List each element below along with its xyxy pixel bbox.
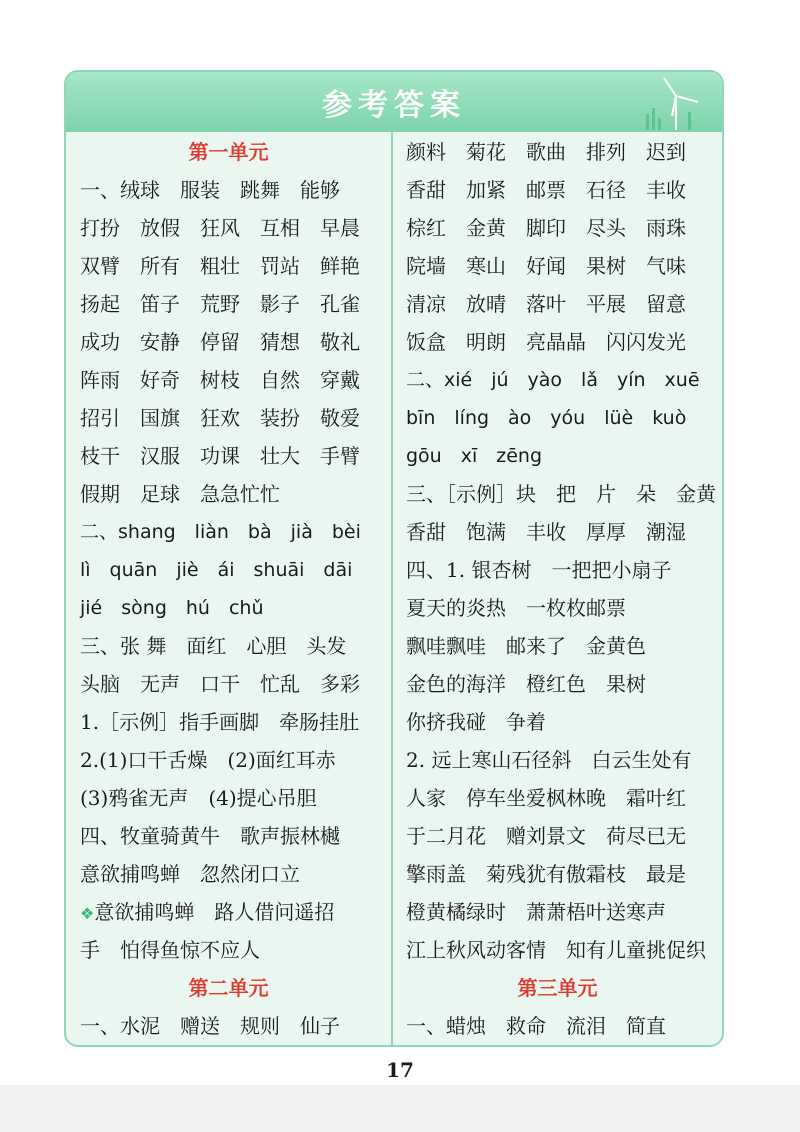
pinyin-line: 二、shang liàn bà jià bèi	[80, 521, 361, 543]
pinyin-line: gōu xī zēng	[406, 445, 543, 467]
right-column	[393, 132, 722, 1045]
answer-line: 院墙 寒山 好闻 果树 气味	[406, 254, 686, 278]
answer-line: 招引 国旗 狂欢 装扮 敬爱	[80, 406, 360, 430]
answer-line: 人家 停车坐爱枫林晚 霜叶红	[406, 786, 686, 810]
answer-line: 清凉 放晴 落叶 平展 留意	[406, 292, 686, 316]
answer-line: 1.［示例］指手画脚 牵肠挂肚	[80, 710, 360, 734]
page-number: 17	[386, 1058, 414, 1082]
answer-line: 江上秋风动客情 知有儿童挑促织	[406, 938, 706, 962]
answer-line: 2. 远上寒山石径斜 白云生处有	[406, 748, 692, 772]
answer-line: 头脑 无声 口干 忙乱 多彩	[80, 672, 360, 696]
answer-line: 金色的海洋 橙红色 果树	[406, 672, 646, 696]
answer-line: 2.(1)口干舌燥 (2)面红耳赤	[80, 748, 336, 772]
unit-title: 第二单元	[188, 976, 269, 1000]
unit-title: 第一单元	[188, 140, 269, 164]
footer-bar	[0, 1085, 800, 1132]
answer-line: 三、［示例］块 把 片 朵 金黄	[406, 482, 716, 506]
answer-line: 一、蜡烛 救命 流泪 简直	[406, 1014, 666, 1038]
answer-line: 饭盒 明朗 亮晶晶 闪闪发光	[406, 330, 686, 354]
answer-line: (3)鸦雀无声 (4)提心吊胆	[80, 786, 317, 810]
answer-header	[66, 72, 722, 132]
answer-card	[64, 70, 724, 1047]
pinyin-line: bīn líng ào yóu lüè kuò	[406, 407, 687, 429]
answer-line: 擎雨盖 菊残犹有傲霜枝 最是	[406, 862, 686, 886]
answer-line: 香甜 加紧 邮票 石径 丰收	[406, 178, 686, 202]
answer-line: 扬起 笛子 荒野 影子 孔雀	[80, 292, 360, 316]
wind-turbine-icon	[642, 76, 702, 130]
answer-line: 一、水泥 赠送 规则 仙子	[80, 1014, 340, 1038]
answer-line: 于二月花 赠刘景文 荷尽已无	[406, 824, 686, 848]
answer-line: 手 怕得鱼惊不应人	[80, 938, 260, 962]
answer-line: 四、牧童骑黄牛 歌声振林樾	[80, 824, 340, 848]
pinyin-line: jié sòng hú chǔ	[80, 597, 264, 619]
pinyin-line: 二、xié jú yào lǎ yín xuē	[406, 369, 700, 391]
answer-line: 意欲捕鸣蝉 忽然闭口立	[80, 862, 300, 886]
pinyin-line: lì quān jiè ái shuāi dāi	[80, 559, 353, 581]
answer-line: 成功 安静 停留 猜想 敬礼	[80, 330, 360, 354]
answer-line: 枝干 汉服 功课 壮大 手臂	[80, 444, 360, 468]
answer-line: 四、1. 银杏树 一把把小扇子	[406, 558, 672, 582]
unit-title: 第三单元	[517, 976, 598, 1000]
answer-line: 颜料 菊花 歌曲 排列 迟到	[406, 140, 686, 164]
answer-line: 假期 足球 急急忙忙	[80, 482, 280, 506]
answer-line: 飘哇飘哇 邮来了 金黄色	[406, 634, 646, 658]
answer-line: 打扮 放假 狂风 互相 早晨	[80, 216, 360, 240]
diamond-icon: ❖	[80, 904, 95, 923]
answer-line: 棕红 金黄 脚印 尽头 雨珠	[406, 216, 686, 240]
answer-line: 橙黄橘绿时 萧萧梧叶送寒声	[406, 900, 666, 924]
answer-text: 意欲捕鸣蝉 路人借问遥招	[94, 900, 335, 924]
answer-line: 香甜 饱满 丰收 厚厚 潮湿	[406, 520, 686, 544]
answer-line-extension	[66, 894, 391, 931]
left-column	[66, 132, 391, 1045]
answer-line: 三、张 舞 面红 心胆 头发	[80, 634, 347, 658]
answer-line: 夏天的炎热 一枚枚邮票	[406, 596, 626, 620]
page-title: 参考答案	[322, 88, 466, 123]
answer-line: 双臂 所有 粗壮 罚站 鲜艳	[80, 254, 360, 278]
answer-line: 阵雨 好奇 树枝 自然 穿戴	[80, 368, 360, 392]
answer-line: 你挤我碰 争着	[406, 710, 546, 734]
answer-line: 一、绒球 服装 跳舞 能够	[80, 178, 340, 202]
